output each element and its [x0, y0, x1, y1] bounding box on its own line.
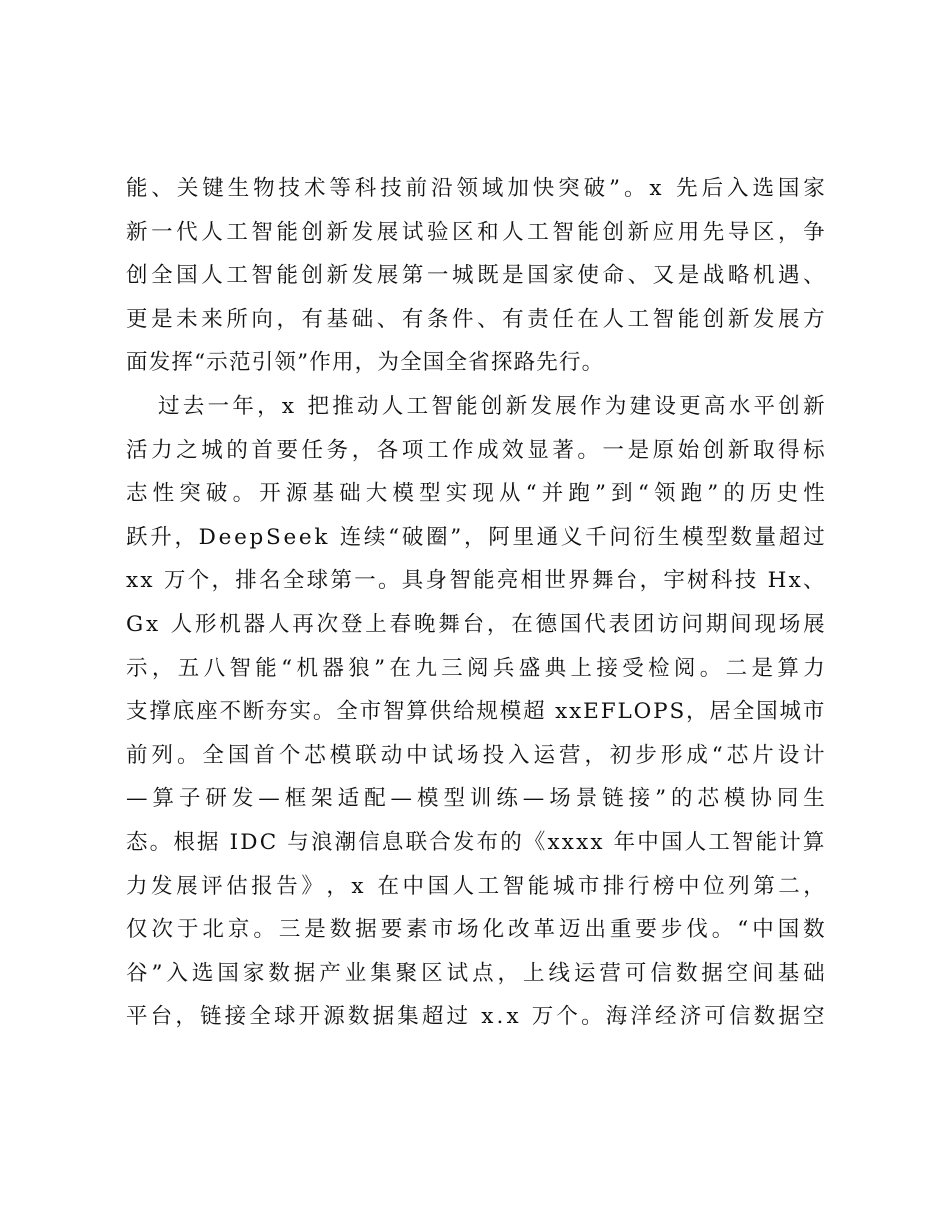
text-line: 谷 ” 入 选 国 家 数 据 产 业 集 聚 区 试 点 ， 上 线 运 营 可 信 数 据 空 间 基 础: [126, 960, 826, 986]
text-line: 支 撑 底 座 不 断 夯 实 。 全 市 智 算 供 给 规 模 超 x x E F L O P S ， 居 全 国 城 市: [126, 699, 826, 725]
text-line: 前 列 。 全 国 首 个 芯 模 联 动 中 试 场 投 入 运 营 ， 初 步 形 成 “ 芯 片 设 计: [126, 742, 826, 768]
paragraph-end-line: 面发挥“示范引领”作用，为全国全省探路先行。: [126, 350, 605, 376]
text-line: x x 万 个 ， 排 名 全 球 第 一 。 具 身 智 能 亮 相 世 界 舞 台 ， 宇 树 科 技 H x 、: [126, 568, 826, 594]
text-line: 新 一 代 人 工 智 能 创 新 发 展 试 验 区 和 人 工 智 能 创 新 应 用 先 导 区 ， 争: [126, 219, 826, 245]
text-line: 创 全 国 人 工 智 能 创 新 发 展 第 一 城 既 是 国 家 使 命 、 又 是 战 略 机 遇 、: [126, 263, 826, 289]
text-line: 志 性 突 破 。 开 源 基 础 大 模 型 实 现 从 “ 并 跑 ” 到 “ 领 跑 ” 的 历 史 性: [126, 481, 826, 507]
text-line: 态 。 根 据 I D C 与 浪 潮 信 息 联 合 发 布 的 《 x x x x 年 中 国 人 工 智 能 计 算: [126, 829, 826, 855]
text-line: 更 是 未 来 所 向 ， 有 基 础 、 有 条 件 、 有 责 任 在 人 工 智 能 创 新 发 展 方: [126, 306, 826, 332]
text-line: 力 发 展 评 估 报 告 》 ， x 在 中 国 人 工 智 能 城 市 排 行 榜 中 位 列 第 二 ，: [126, 873, 826, 899]
text-line: 平 台 ， 链 接 全 球 开 源 数 据 集 超 过 x . x 万 个 。 海 洋 经 济 可 信 数 据 空: [126, 1004, 826, 1030]
text-line: 示 ， 五 八 智 能 “ 机 器 狼 ” 在 九 三 阅 兵 盛 典 上 接 受 检 阅 。 二 是 算 力: [126, 655, 826, 681]
text-line: G x 人 形 机 器 人 再 次 登 上 春 晚 舞 台 ， 在 德 国 代 表 团 访 问 期 间 现 场 展: [126, 611, 826, 637]
text-line: — 算 子 研 发 — 框 架 适 配 — 模 型 训 练 — 场 景 链 接 ” 的 芯 模 协 同 生: [126, 786, 826, 812]
document-body: [126, 167, 826, 1039]
text-line: 活 力 之 城 的 首 要 任 务 ， 各 项 工 作 成 效 显 著 。 一 是 原 始 创 新 取 得 标: [126, 437, 826, 463]
text-line: 跃 升 ， D e e p S e e k 连 续 “ 破 圈 ” ， 阿 里 通 义 千 问 衍 生 模 型 数 量 超 过: [126, 524, 826, 550]
paragraph-first-line: 过 去 一 年 ， x 把 推 动 人 工 智 能 创 新 发 展 作 为 建 设 更 高 水 平 创 新: [158, 393, 826, 419]
text-line: 仅 次 于 北 京 。 三 是 数 据 要 素 市 场 化 改 革 迈 出 重 要 步 伐 。 “ 中 国 数: [126, 917, 826, 943]
text-line: 能 、 关 键 生 物 技 术 等 科 技 前 沿 领 域 加 快 突 破 ” 。 x 先 后 入 选 国 家: [126, 176, 826, 201]
